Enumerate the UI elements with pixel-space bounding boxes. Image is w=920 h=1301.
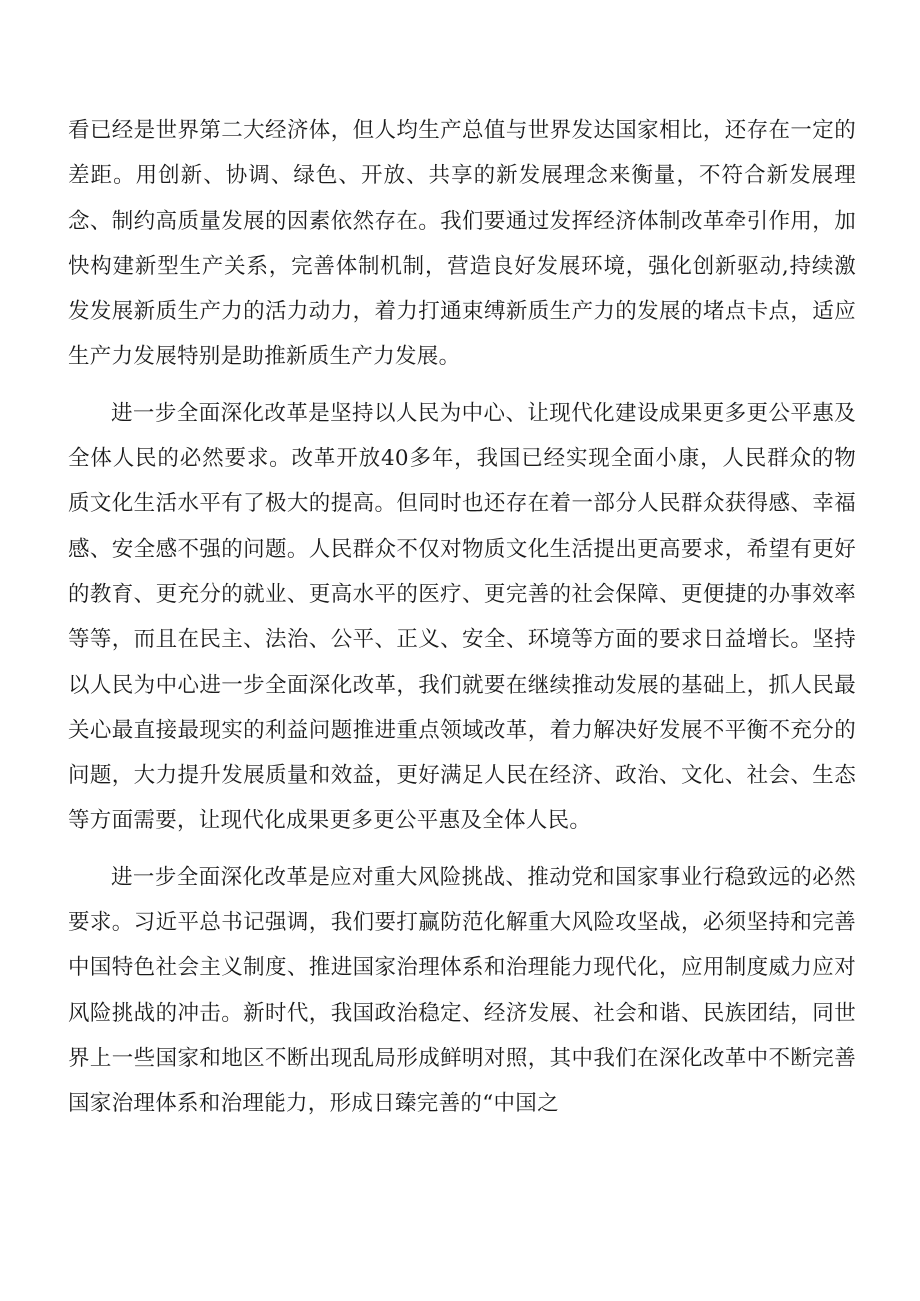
paragraph-risk-challenges: 进一步全面深化改革是应对重大风险挑战、推动党和国家事业行稳致远的必然要求。习近平总书记强调，我们要打赢防范化解重大风险攻坚战，必须坚持和完善中国特色社会主义制度、推进国家治理体系和治理能力现代化，应用制度威力应对风险挑战的冲击。新时代，我国政治稳定、经济发展、社会和谐、民族团结，同世界上一些国家和地区不断出现乱局形成鲜明对照，其中我们在深化改革中不断完善国家治理体系和治理能力，形成日臻完善的“中国之 [68,864,856,1117]
paragraph-people-centered: 进一步全面深化改革是坚持以人民为中心、让现代化建设成果更多更公平惠及全体人民的必然要求。改革开放40多年，我国已经实现全面小康，人民群众的物质文化生活水平有了极大的提高。但同时也还存在着一部分人民群众获得感、幸福感、安全感不强的问题。人民群众不仅对物质文化生活提出更高要求，希望有更好的教育、更充分的就业、更高水平的医疗、更完善的社会保障、更便捷的办事效率等等，而且在民主、法治、公平、正义、安全、环境等方面的要求日益增长。坚持以人民为中心进一步全面深化改革，我们就要在继续推动发展的基础上，抓人民最关心最直接最现实的利益问题推进重点领域改革，着力解决好发展不平衡不充分的问题，大力提升发展质量和效益，更好满足人民在经济、政治、文化、社会、生态等方面需要，让现代化成果更多更公平惠及全体人民。 [68,400,856,834]
paragraph-continuation: 看已经是世界第二大经济体，但人均生产总值与世界发达国家相比，还存在一定的差距。用创新、协调、绿色、开放、共享的新发展理念来衡量，不符合新发展理念、制约高质量发展的因素依然存在。我们要通过发挥经济体制改革牵引作用，加快构建新型生产关系，完善体制机制，营造良好发展环境，强化创新驱动,持续激发发展新质生产力的活力动力，着力打通束缚新质生产力的发展的堵点卡点，适应生产力发展特别是助推新质生产力发展。 [68,118,856,370]
document-body [68,108,856,1127]
